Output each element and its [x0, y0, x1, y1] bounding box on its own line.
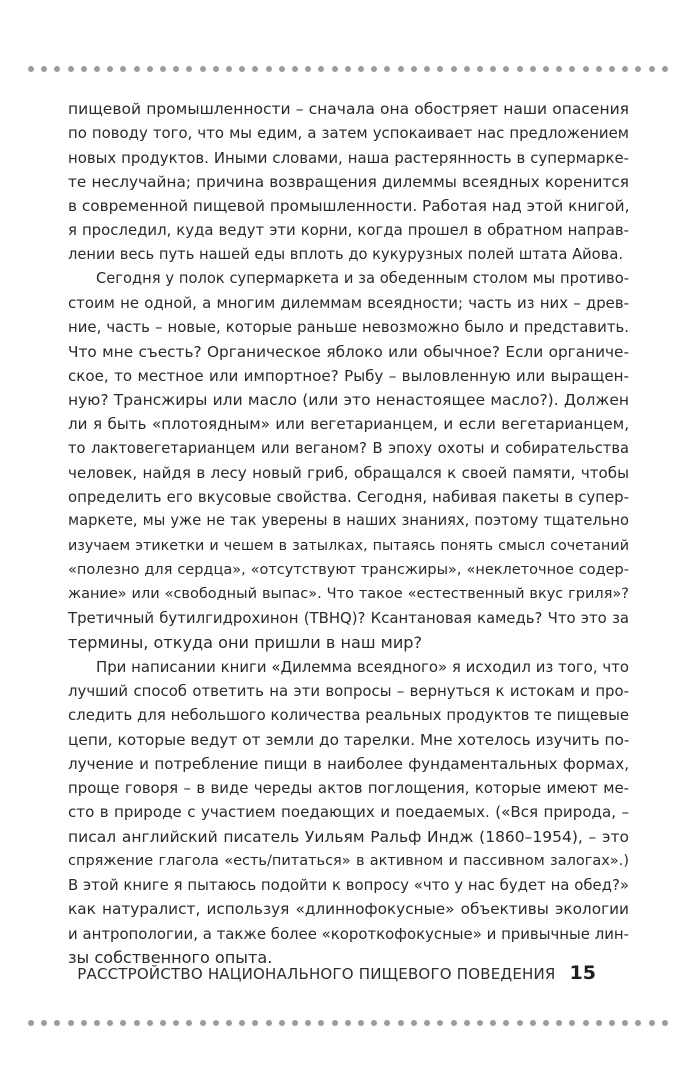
- dot-ornament: [622, 66, 628, 72]
- dot-ornament: [649, 66, 655, 72]
- dot-ornament: [358, 66, 364, 72]
- text-line: спряжение глагола «есть/питаться» в активном и пассивном залогах».): [68, 852, 629, 869]
- dot-ornament: [384, 1020, 390, 1026]
- dot-ornament: [583, 1020, 589, 1026]
- dot-ornament: [107, 1020, 113, 1026]
- dot-ornament: [503, 1020, 509, 1026]
- dot-ornament: [437, 66, 443, 72]
- text-line: цепи, которые ведут от земли до тарелки. Мне хотелось изучить по-: [68, 730, 630, 749]
- dot-ornament: [200, 1020, 206, 1026]
- dot-ornament: [107, 66, 113, 72]
- dot-ornament: [305, 1020, 311, 1026]
- dot-ornament: [517, 66, 523, 72]
- dot-ornament: [345, 66, 351, 72]
- text-line: ние, часть – новые, которые раньше невозможно было и представить.: [68, 318, 629, 337]
- dot-ornament: [622, 1020, 628, 1026]
- text-line: пищевой промышленности – сначала она обостряет наши опасения: [68, 100, 629, 118]
- dot-ornament: [596, 66, 602, 72]
- dot-ornament: [345, 1020, 351, 1026]
- text-line: В этой книге я пытаюсь подойти к вопросу «что у нас будет на обед?»: [68, 876, 629, 894]
- text-line: «полезно для сердца», «отсутствуют трансжиры», «неклеточное содер-: [68, 561, 629, 578]
- dot-ornament: [134, 1020, 140, 1026]
- dot-ornament: [477, 66, 483, 72]
- dot-ornament: [411, 66, 417, 72]
- dot-ornament: [398, 1020, 404, 1026]
- dot-ornament: [173, 66, 179, 72]
- dot-ornament: [490, 1020, 496, 1026]
- dot-ornament: [384, 66, 390, 72]
- dot-ornament: [226, 66, 232, 72]
- dot-ornament: [371, 1020, 377, 1026]
- page-number: 15: [569, 962, 596, 984]
- dot-ornament: [54, 1020, 60, 1026]
- text-line: ское, то местное или импортное? Рыбу – выловленную или выращен-: [68, 366, 629, 385]
- dot-ornament: [371, 66, 377, 72]
- dot-ornament: [530, 1020, 536, 1026]
- dot-ornament: [200, 66, 206, 72]
- dot-ornament: [464, 66, 470, 72]
- text-line: как натуралист, используя «длиннофокусные» объективы экологии: [68, 900, 629, 919]
- text-line: то лактовегетарианцем или веганом? В эпоху охоты и собирательства: [68, 439, 629, 457]
- text-line: по поводу того, что мы едим, а затем успокаивает нас предложением: [68, 124, 629, 143]
- dot-ornament: [147, 1020, 153, 1026]
- paragraph-1: [68, 97, 629, 267]
- text-line: маркете, мы уже не так уверены в наших знаниях, поэтому тщательно: [68, 512, 629, 530]
- text-line: зы собственного опыта.: [68, 947, 273, 967]
- dot-ornament: [239, 66, 245, 72]
- text-line: термины, откуда они пришли в наш мир?: [68, 632, 423, 652]
- text-line: в современной пищевой промышленности. Работая над этой книгой,: [68, 197, 630, 215]
- dot-ornament: [81, 1020, 87, 1026]
- dot-ornament: [569, 66, 575, 72]
- dot-ornament: [398, 66, 404, 72]
- dot-ornament: [292, 1020, 298, 1026]
- dot-ornament: [451, 66, 457, 72]
- dot-ornament: [530, 66, 536, 72]
- dot-ornament: [266, 1020, 272, 1026]
- dot-ornament: [173, 1020, 179, 1026]
- dot-ornament: [649, 1020, 655, 1026]
- dot-ornament: [252, 1020, 258, 1026]
- dot-ornament: [213, 66, 219, 72]
- text-line: изучаем этикетки и чешем в затылках, пытаясь понять смысл сочетаний: [68, 537, 629, 554]
- dot-ornament: [477, 1020, 483, 1026]
- text-line: лении весь путь нашей еды вплоть до кукурузных полей штата Айова.: [68, 245, 623, 263]
- text-line: Сегодня у полок супермаркета и за обеденным столом мы противо-: [96, 269, 629, 287]
- dot-ornament: [424, 1020, 430, 1026]
- dot-ornament: [543, 1020, 549, 1026]
- dot-ornament: [94, 66, 100, 72]
- text-line: жание» или «свободный выпас». Что такое «естественный вкус гриля»?: [68, 586, 629, 602]
- dot-ornament: [635, 1020, 641, 1026]
- dot-ornament: [94, 1020, 100, 1026]
- text-line: писал английский писатель Уильям Ральф Индж (1860–1954), – это: [68, 827, 629, 846]
- dot-ornament: [411, 1020, 417, 1026]
- text-line: ли я быть «плотоядным» или вегетарианцем, и если вегетарианцем,: [68, 415, 629, 434]
- text-line: Третичный бутилгидрохинон (TBHQ)? Ксантановая камедь? Что это за: [68, 609, 629, 628]
- dot-ornament: [609, 66, 615, 72]
- text-line: стоим не одной, а многим дилеммам всеядности; часть из них – древ-: [68, 294, 629, 312]
- dot-ornament: [305, 66, 311, 72]
- dot-ornament: [279, 1020, 285, 1026]
- dot-ornament: [503, 66, 509, 72]
- paragraph-2: [68, 267, 629, 655]
- dot-ornament: [517, 1020, 523, 1026]
- dot-ornament: [266, 66, 272, 72]
- dot-ornament: [424, 66, 430, 72]
- dot-ornament: [292, 66, 298, 72]
- dot-ornament: [662, 1020, 668, 1026]
- text-line: При написании книги «Дилемма всеядного» я исходил из того, что: [96, 657, 629, 676]
- dot-ornament: [635, 66, 641, 72]
- dot-ornament: [556, 1020, 562, 1026]
- text-line: лучший способ ответить на эти вопросы – вернуться к истокам и про-: [68, 682, 629, 700]
- dot-ornament: [543, 66, 549, 72]
- top-dotted-rule: [28, 64, 668, 74]
- dot-ornament: [68, 66, 74, 72]
- text-line: ную? Трансжиры или масло (или это ненастоящее масло?). Должен: [68, 391, 629, 409]
- dot-ornament: [147, 66, 153, 72]
- dot-ornament: [662, 66, 668, 72]
- dot-ornament: [134, 66, 140, 72]
- dot-ornament: [28, 66, 34, 72]
- text-line: человек, найдя в лесу новый гриб, обращался к своей памяти, чтобы: [68, 463, 629, 482]
- dot-ornament: [54, 66, 60, 72]
- text-line: следить для небольшого количества реальных продуктов те пищевые: [68, 706, 629, 725]
- dot-ornament: [318, 66, 324, 72]
- dot-ornament: [609, 1020, 615, 1026]
- dot-ornament: [490, 66, 496, 72]
- dot-ornament: [213, 1020, 219, 1026]
- dot-ornament: [437, 1020, 443, 1026]
- dot-ornament: [464, 1020, 470, 1026]
- dot-ornament: [252, 66, 258, 72]
- body-text: [68, 97, 629, 970]
- dot-ornament: [596, 1020, 602, 1026]
- bottom-dotted-rule: [28, 1018, 668, 1028]
- dot-ornament: [120, 1020, 126, 1026]
- dot-ornament: [239, 1020, 245, 1026]
- dot-ornament: [569, 1020, 575, 1026]
- text-line: и антропологии, а также более «короткофокусные» и привычные лин-: [68, 924, 629, 943]
- dot-ornament: [186, 66, 192, 72]
- dot-ornament: [120, 66, 126, 72]
- text-line: те неслучайна; причина возвращения дилеммы всеядных коренится: [68, 172, 629, 191]
- dot-ornament: [556, 66, 562, 72]
- dot-ornament: [28, 1020, 34, 1026]
- dot-ornament: [583, 66, 589, 72]
- text-line: Что мне съесть? Органическое яблоко или обычное? Если органиче-: [68, 342, 629, 361]
- text-line: сто в природе с участием поедающих и поедаемых. («Вся природа, –: [68, 803, 629, 822]
- dot-ornament: [160, 66, 166, 72]
- dot-ornament: [68, 1020, 74, 1026]
- dot-ornament: [451, 1020, 457, 1026]
- text-line: я проследил, куда ведут эти корни, когда прошел в обратном направ-: [68, 221, 629, 240]
- dot-ornament: [186, 1020, 192, 1026]
- text-line: проще говоря – в виде череды актов поглощения, которые имеют ме-: [68, 779, 629, 797]
- dot-ornament: [332, 66, 338, 72]
- text-line: лучение и потребление пищи в наиболее фундаментальных формах,: [68, 754, 629, 773]
- page-footer: [77, 962, 596, 984]
- dot-ornament: [279, 66, 285, 72]
- dot-ornament: [358, 1020, 364, 1026]
- text-line: новых продуктов. Иными словами, наша растерянность в супермарке-: [68, 148, 629, 167]
- dot-ornament: [160, 1020, 166, 1026]
- dot-ornament: [81, 66, 87, 72]
- dot-ornament: [41, 1020, 47, 1026]
- dot-ornament: [332, 1020, 338, 1026]
- dot-ornament: [41, 66, 47, 72]
- running-head: РАССТРОЙСТВО НАЦИОНАЛЬНОГО ПИЩЕВОГО ПОВЕДЕНИЯ: [77, 965, 556, 983]
- dot-ornament: [318, 1020, 324, 1026]
- paragraph-3: [68, 655, 629, 970]
- text-line: определить его вкусовые свойства. Сегодня, набивая пакеты в супер-: [68, 488, 629, 506]
- dot-ornament: [226, 1020, 232, 1026]
